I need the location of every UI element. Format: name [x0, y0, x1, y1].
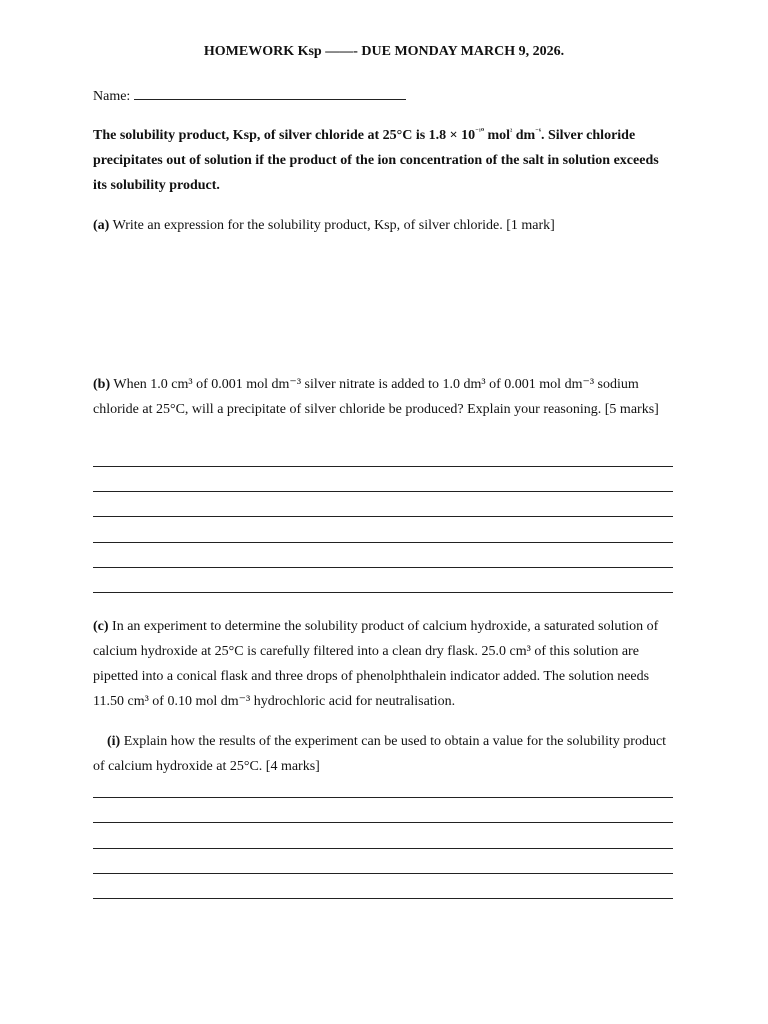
question-c-text: In an experiment to determine the solubility product of calcium hydroxide, a saturated solution of calcium hydroxide at 25°C is carefully filtered into a clean dry flask. 25.0 cm³ of this solution are pipetted into a conical flask and three drops of phenolphthalein indicator added. The solution needs 11.50 cm³ of 0.10 mol dm⁻³ hydrochloric acid for neutralisation. — [93, 619, 659, 709]
question-b-text: When 1.0 cm³ of 0.001 mol dm⁻³ silver nitrate is added to 1.0 dm³ of 0.001 mol dm⁻³ sodium chloride at 25°C, will a precipitate of silver chloride be produced? Explain your reasoning. [5 marks] — [93, 377, 659, 417]
question-c-i-text: Explain how the results of the experiment can be used to obtain a value for the solubility product of calcium hydroxide at 25°C. [4 marks] — [93, 734, 667, 774]
question-c-i — [93, 729, 673, 779]
name-answer-line[interactable] — [134, 87, 406, 100]
question-c-i-label: (i) — [107, 734, 121, 749]
answer-line[interactable] — [93, 797, 673, 798]
answer-line[interactable] — [93, 567, 673, 568]
page-title: HOMEWORK Ksp ——- DUE MONDAY MARCH 9, 2026. — [203, 44, 565, 59]
question-a-label: (a) — [93, 218, 110, 233]
answer-line[interactable] — [93, 466, 673, 467]
intro-text-4: . Silver chloride precipitates out of solution if the product of the ion concentration of the salt in solution exceeds its solubility product. — [93, 128, 659, 193]
question-c — [93, 614, 673, 714]
question-b-label: (b) — [93, 377, 111, 392]
intro-exponent-3: ⁻⁶ — [535, 127, 541, 136]
intro-paragraph — [93, 123, 673, 198]
intro-exponent-1: ⁻¹⁰ — [475, 127, 485, 136]
question-a-text: Write an expression for the solubility product, Ksp, of silver chloride. [1 mark] — [109, 218, 555, 233]
intro-text-2: mol — [484, 128, 511, 143]
answer-line[interactable] — [93, 873, 673, 874]
intro-text-1: The solubility product, Ksp, of silver chloride at 25°C is 1.8 × 10 — [93, 128, 476, 143]
intro-text-3: dm — [512, 128, 536, 143]
name-field-row — [93, 84, 673, 109]
answer-line[interactable] — [93, 592, 673, 593]
intro-exponent-2: ² — [510, 127, 513, 136]
answer-line[interactable] — [93, 822, 673, 823]
answer-line[interactable] — [93, 848, 673, 849]
question-a — [93, 213, 673, 238]
name-label: Name: — [93, 89, 131, 104]
question-b — [93, 372, 673, 422]
answer-line[interactable] — [93, 516, 673, 517]
question-c-label: (c) — [93, 619, 109, 634]
answer-line[interactable] — [93, 898, 673, 899]
answer-line[interactable] — [93, 491, 673, 492]
answer-line[interactable] — [93, 542, 673, 543]
